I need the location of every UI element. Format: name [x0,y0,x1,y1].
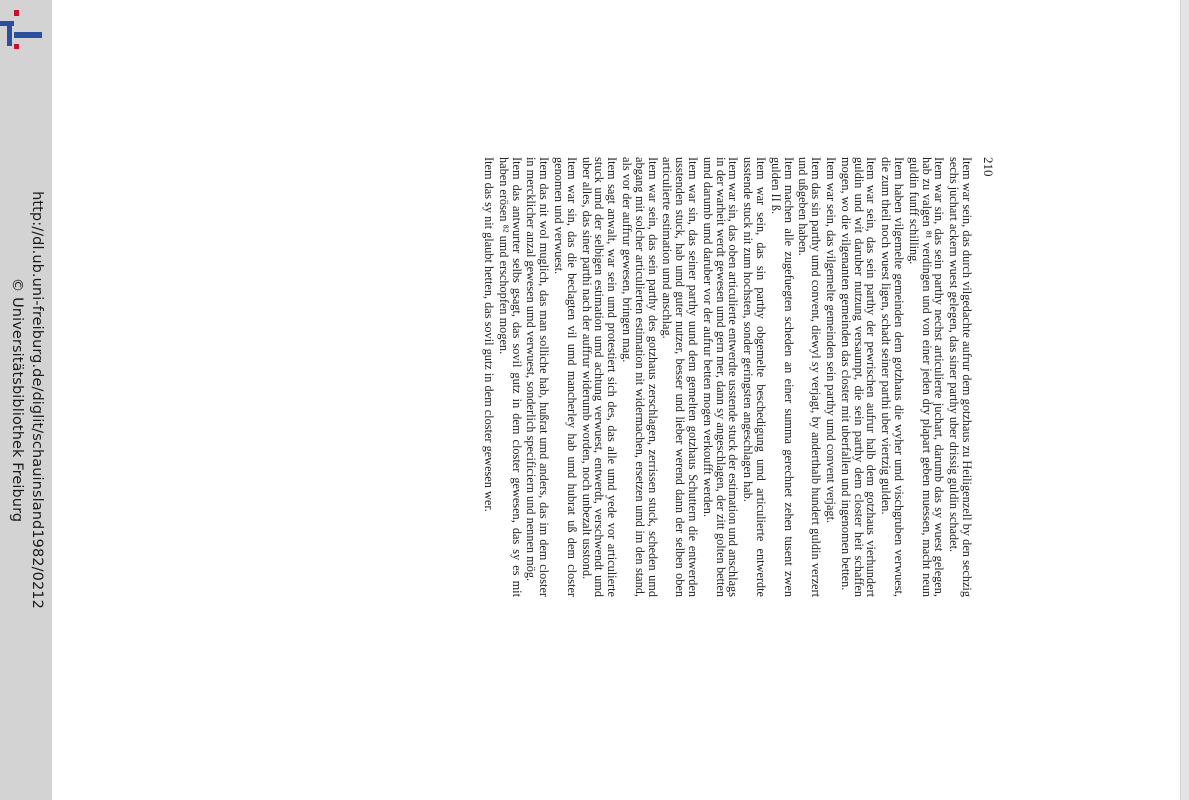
paragraph: Item war sein, das durch vilgedachte aufrur dem gotzhaus zu Heiligenzell by den sechzig sechs juchart ackern wuest gelegen, das siner parthy uber drissig guldin schadet. [947,157,974,597]
paragraph: Item war sin, das seiner parthy uund dem gemelten gotzhaus Schuttern die entwerden usstenden stuck, hab umd guter nutzer, besser und lieber werend dann der selben oben articulierte estimation umd anschlag. [660,157,701,597]
page-text [480,157,973,597]
paragraph: Item das nit wol muglich, das man solliche hab, hußrat umd anders, das im dem closter in mercklicher anzal gewesen umd verwuest, sonderlich specificiern und nennen mög. [524,157,552,597]
paragraph: Item das sin parthy umd convent, diewyl sy verjagt, by anderthalb hundert guldin verzert und ußgeben haben. [796,157,824,597]
paragraph: Item war sin, das die beclagten vil umd mancherley hab umd hubrat uß dem closter genomen und verwuest. [552,157,579,597]
copyright-notice: © Universitätsbibliothek Freiburg [9,277,25,523]
source-url[interactable]: http://dl.ub.uni-freiburg.de/diglit/schauinsland1982/0212 [29,191,45,609]
paragraph: Item war sin, das sein parthy nechst articulierte juchart, darumb das sy wuest gelegen, hab zu valgen ⁸¹ verdingen und von einer jeden dry plapart geben muessen, macht neun guldin funff schilling. [906,157,947,597]
paragraph: Item haben vilgemelte gemeinden dem gotzhaus die wyher umd vischgruben verwuest, die zum theil noch wuest ligen, schadt seiner parthi uber viertzig gulden. [879,157,907,597]
paragraph: Item machen alle zugefuegten scheden an einer summa gerechnet zehen tusent zwen gulden II ß. [768,157,796,597]
paragraph: Item das sy nit glaubt hetten, das sovil gutz in dem closter gewesen wer. [482,157,497,512]
scrollbar[interactable] [1180,0,1189,800]
page-number: 210 [981,157,996,177]
viewer-sidebar [0,0,52,800]
paragraph: Item war sein, das sein parthy der pewrischen aufrur halb dem gotzhaus vierhundert guldin und wit daruber nutzung versaumpt, die sein parthy dem closter heit schaffen mogen, wo die vilgenanten gemeinden das closter mit uberfallen und ingenomen betten. [838,157,879,597]
document-page [256,157,996,597]
paragraph: Item war sin, das oben articulierte entwerdte usstende stuck der estimation und anschlags in der warheit werdt gewesen umd gern mer, dann sy angeschlagen, der zitt golten betten umd darumb umd daruber vor der aufrur betten mogen verkoufft werden. [700,157,741,597]
paragraph: Item war sein, das vilgemelte gemeinden sein parthy umd convent verjagt. [824,157,839,524]
paragraph: Item das antwurter selbs gsagt, das sovil gutz in dem closter gewesen, das sy es mit haben erösen ⁸² umd erschopfen mogen. [496,157,524,597]
paragraph: Item sagt anwalt, war sein umd protestiert sich des, das alle umd yede vor articulierte stuck umd der selbigen estimation umd achtung verwuest, entwerdt, verschwendt umd uber alles, das siner parthi nach der auffrur widerumb worden, noch unbezalt usstond. [579,157,620,597]
paragraph: Item war sein, das sin parthy obgemelte beschedigung umd articulierte entwerdte usstende stuck nit zum hochsten, sonder geringsten angeschlagen hab. [741,157,769,597]
paragraph: Item war sein, das sein parthy des gotzhaus zerschlagen, zerrissen stuck, scheden umd abgang mit solcher articulierten estimation nit widermachen, ersetzen umd im den stand, als vor der auffrur gewesen, bringen mag. [620,157,660,597]
